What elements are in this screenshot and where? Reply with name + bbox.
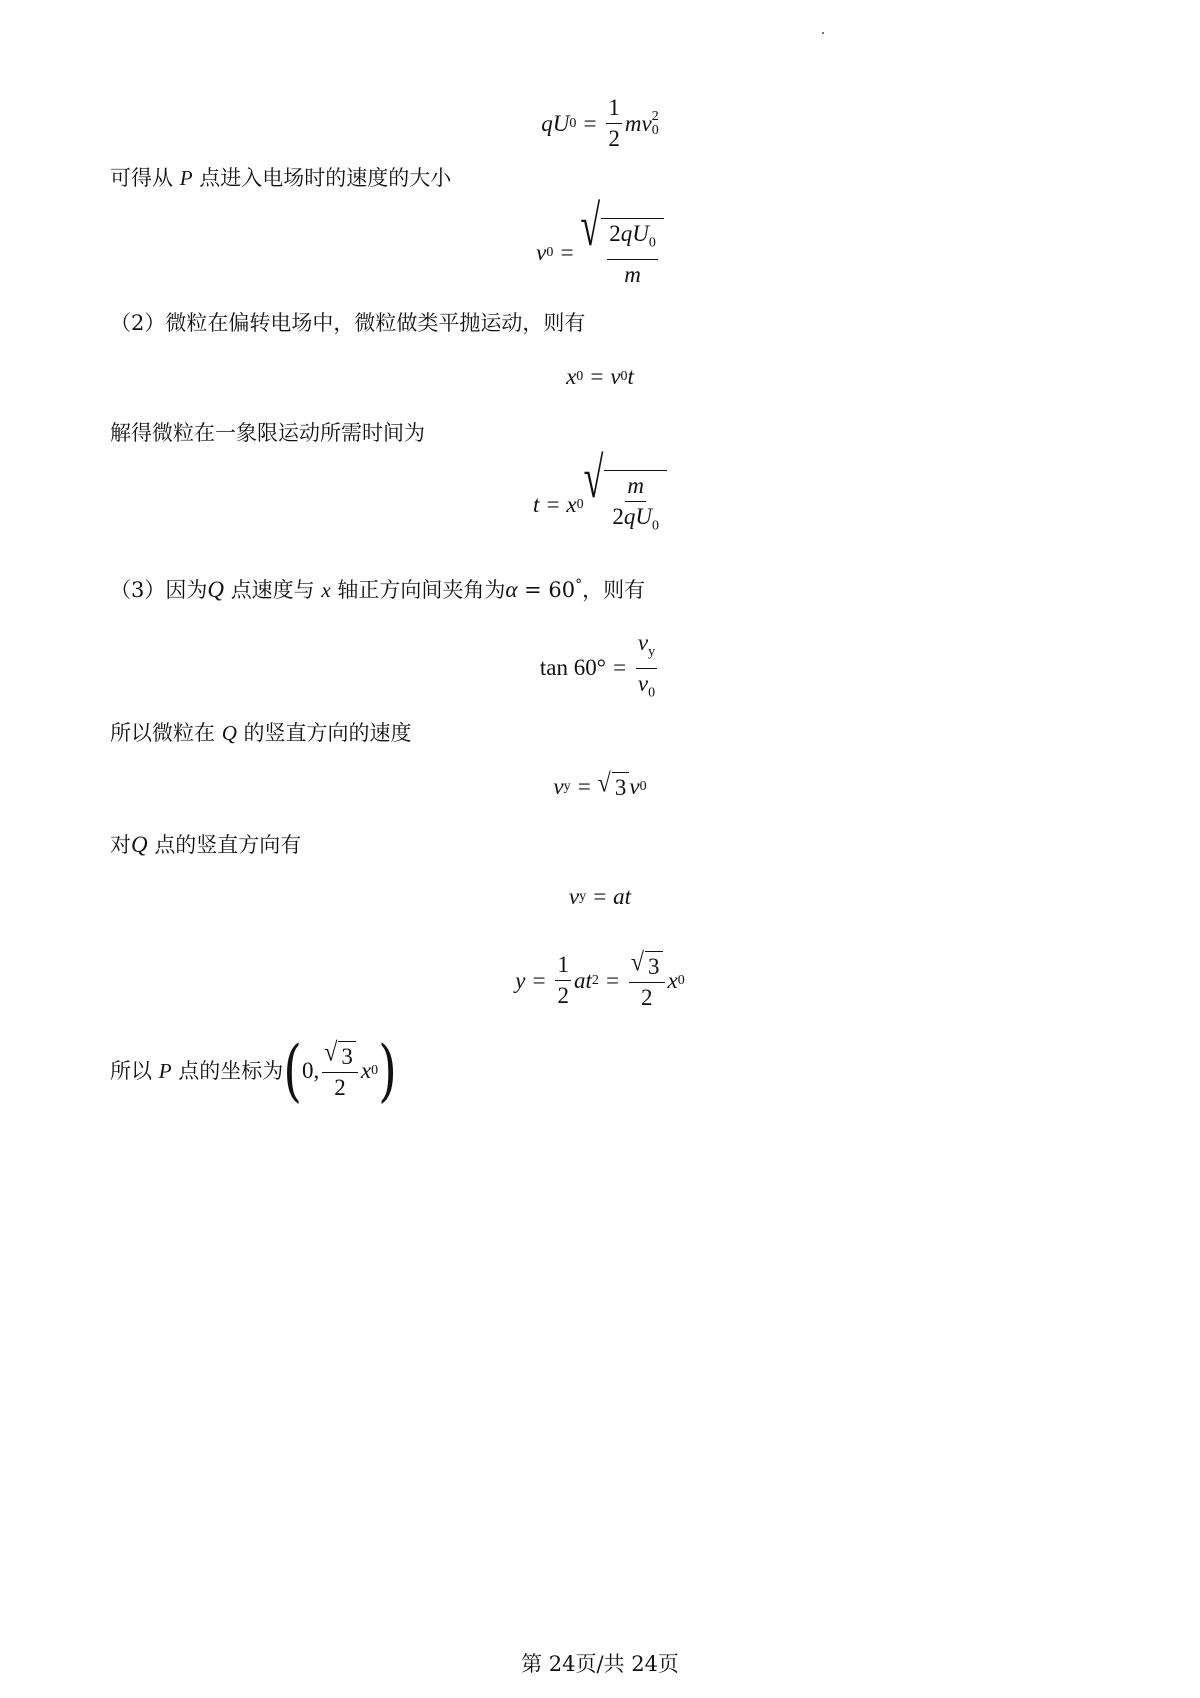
page-footer: 第 24页/共 24页 xyxy=(521,1652,679,1676)
equation-displacement: x 0 = v 0 t xyxy=(566,364,634,389)
text-line-4: （3）因为Q 点速度与 x 轴正方向间夹角为α = 60°，则有 xyxy=(110,577,646,602)
text-line-1: 可得从 P 点进入电场时的速度的大小 xyxy=(110,166,452,190)
equation-vertical-velocity: v y = √ 3 v 0 xyxy=(553,769,647,800)
equation-tangent: tan 60° = $\frac{v_y}{v_0}$ xyxy=(539,630,656,701)
text-line-6: 对Q 点的竖直方向有 xyxy=(110,832,302,857)
equation-time: t = x 0 √ $\frac{m}{2qU_0}$ xyxy=(0,470,1200,540)
text-line-5: 所以微粒在 Q 的竖直方向的速度 xyxy=(110,721,412,745)
equation-acceleration: v y = at xyxy=(568,884,632,909)
equation-velocity: v 0 = √ $\frac{2qU_0}{m}$ xyxy=(0,218,1200,288)
equation-energy: qU 0 = $\frac{1}{2}$ mv 2 0 xyxy=(541,95,659,151)
stray-dot xyxy=(822,32,824,34)
text-line-3: 解得微粒在一象限运动所需时间为 xyxy=(110,421,425,445)
equation-y-position: y = $\frac{1}{2}$ at 2 = √ 3 2 x 0 xyxy=(515,948,685,1010)
text-line-2: （2）微粒在偏转电场中，微粒做类平抛运动，则有 xyxy=(110,311,586,335)
text-line-7: 所以 P 点的坐标为 ( 0, √ 3 2 x 0 ) xyxy=(110,1031,397,1110)
